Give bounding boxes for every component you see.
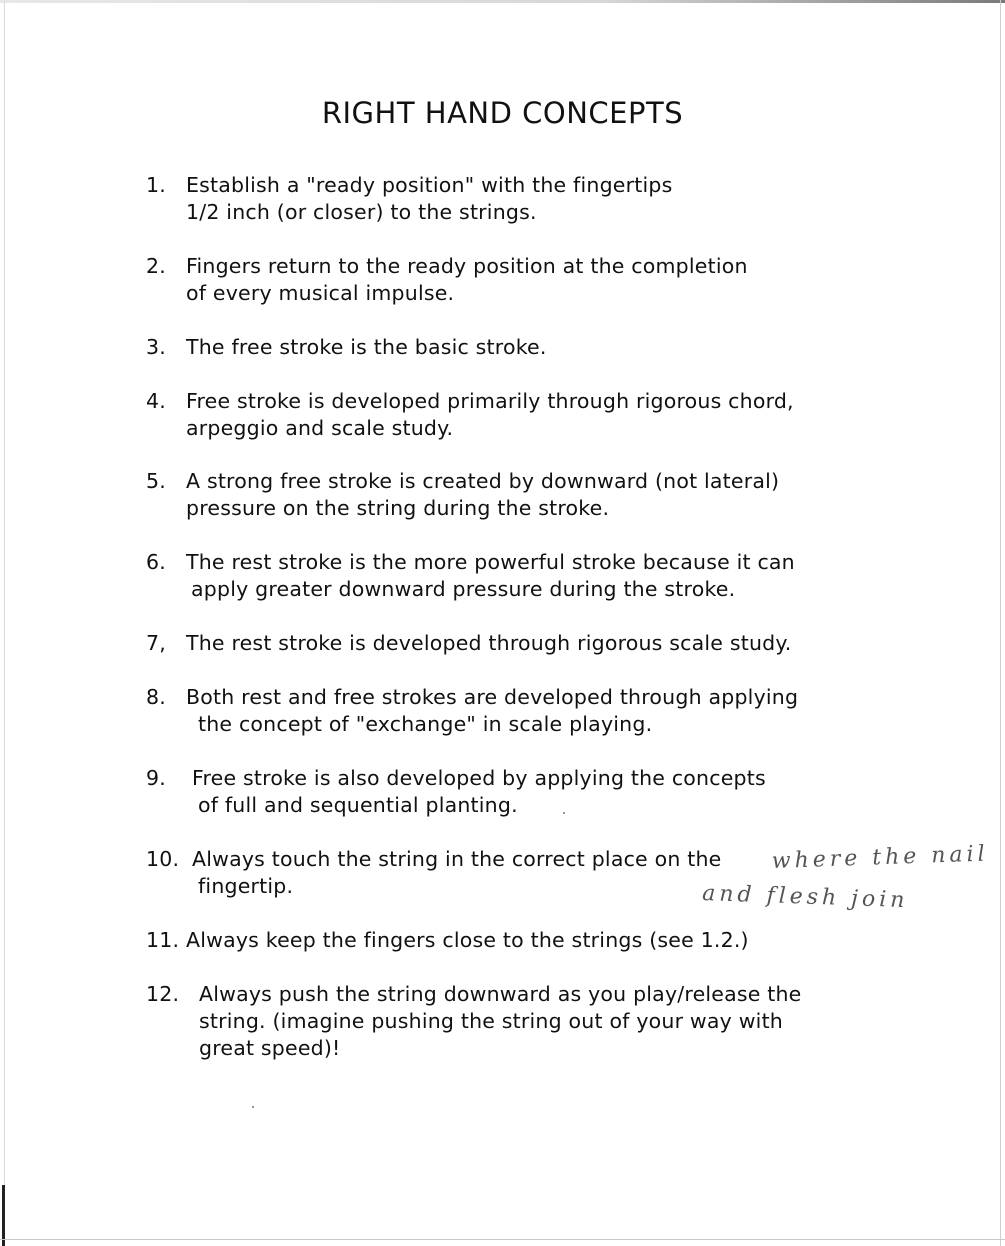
item-line: the concept of "exchange" in scale playing. — [198, 712, 653, 736]
handwritten-note — [700, 838, 990, 918]
item-line: string. (imagine pushing the string out of your way with — [199, 1009, 783, 1033]
item-text — [186, 388, 794, 442]
item-line: Always keep the fingers close to the strings (see 1.2.) — [186, 928, 749, 952]
handwritten-line: and flesh join — [701, 881, 909, 914]
item-line: fingertip. — [198, 874, 294, 898]
handwriting-svg — [700, 838, 990, 918]
item-line: The free stroke is the basic stroke. — [186, 335, 547, 359]
item-number: 1. — [146, 173, 166, 197]
item-line: apply greater downward pressure during the stroke. — [191, 577, 736, 601]
item-number: 2. — [146, 254, 166, 278]
handwritten-line: where the nail — [771, 841, 990, 874]
item-line: A strong free stroke is created by downward (not lateral) — [186, 469, 780, 493]
item-line: The rest stroke is the more powerful stroke because it can — [186, 550, 795, 574]
item-line: of full and sequential planting. — [198, 793, 518, 817]
item-line: Fingers return to the ready position at the completion — [186, 254, 748, 278]
item-line: Establish a "ready position" with the fingertips — [186, 173, 673, 197]
item-text — [192, 765, 766, 819]
item-number: 5. — [146, 469, 166, 493]
item-number: 10. — [146, 847, 180, 871]
item-number: 11. — [146, 928, 180, 952]
scan-edge-right — [1000, 0, 1001, 1246]
item-line: Always push the string downward as you play/release the — [199, 982, 802, 1006]
item-line: of every musical impulse. — [186, 281, 455, 305]
item-line: 1/2 inch (or closer) to the strings. — [186, 200, 537, 224]
item-text — [186, 468, 779, 522]
item-text — [186, 630, 791, 657]
item-line: The rest stroke is developed through rigorous scale study. — [186, 631, 792, 655]
scan-edge-bottom — [0, 1239, 1005, 1240]
item-line: Free stroke is also developed by applying the concepts — [192, 766, 766, 790]
item-number: 8. — [146, 685, 166, 709]
scan-edge-mark — [2, 1185, 5, 1246]
item-number: 4. — [146, 389, 166, 413]
scan-edge-left — [4, 0, 5, 1246]
item-line: arpeggio and scale study. — [186, 416, 454, 440]
item-text — [186, 684, 798, 738]
item-text — [186, 334, 547, 361]
item-text — [192, 846, 721, 900]
item-number: 12. — [146, 982, 180, 1006]
item-line: Free stroke is developed primarily through rigorous chord, — [186, 389, 794, 413]
item-line: pressure on the string during the stroke. — [186, 496, 610, 520]
item-text — [186, 549, 795, 603]
item-line: great speed)! — [199, 1036, 341, 1060]
item-number: 6. — [146, 550, 166, 574]
item-number: 7, — [146, 631, 166, 655]
scan-edge-top — [0, 0, 1005, 3]
item-text — [186, 253, 748, 307]
item-line: Both rest and free strokes are developed through applying — [186, 685, 799, 709]
item-number: 3. — [146, 335, 166, 359]
item-line: Always touch the string in the correct place on the — [192, 847, 722, 871]
item-number: 9. — [146, 766, 166, 790]
scan-speck — [252, 1106, 254, 1108]
item-text — [186, 172, 672, 226]
page-title: RIGHT HAND CONCEPTS — [321, 96, 684, 130]
item-text — [199, 981, 802, 1062]
item-text — [186, 927, 749, 954]
